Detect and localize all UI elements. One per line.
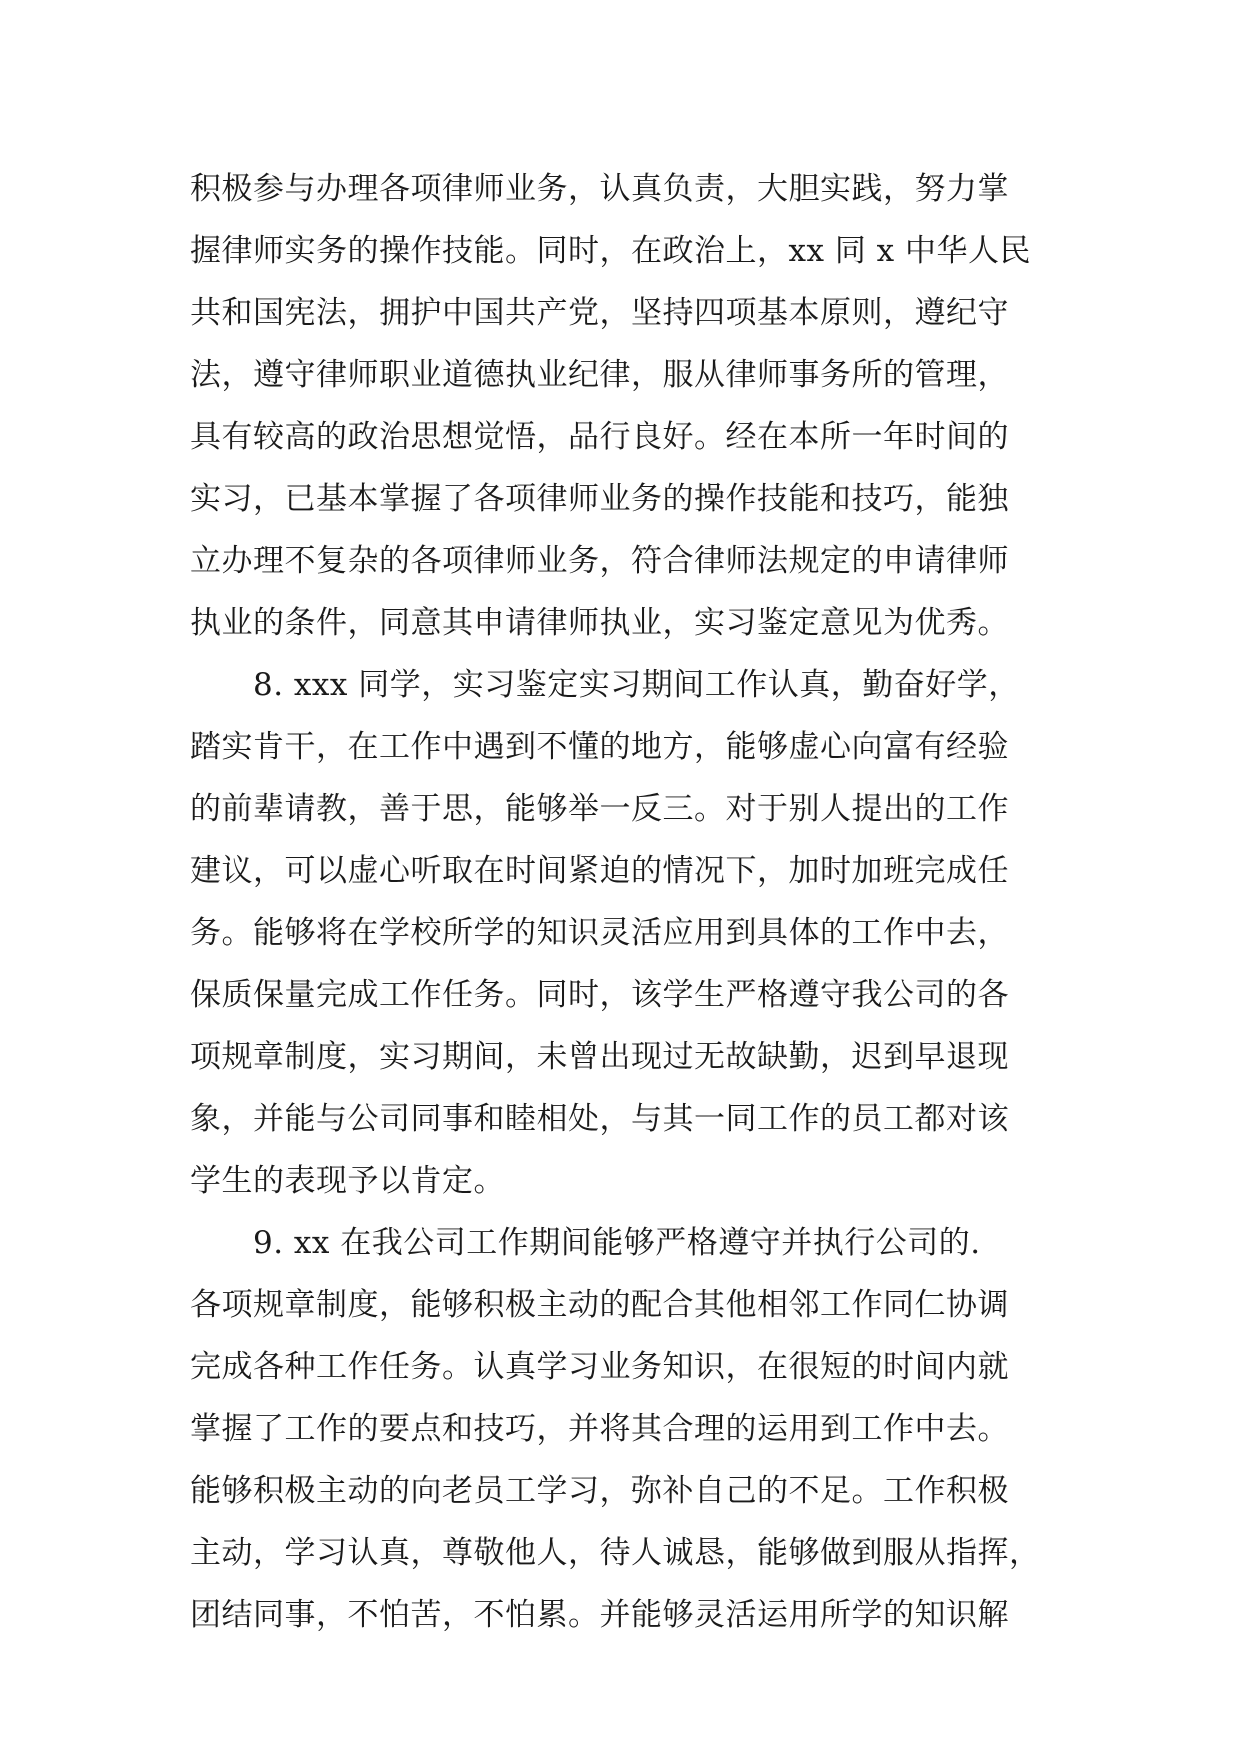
text-line: 象，并能与公司同事和睦相处，与其一同工作的员工都对该: [190, 1101, 1009, 1137]
paragraph-9-start: 9. xx 在我公司工作期间能够严格遵守并执行公司的.: [190, 1225, 981, 1261]
text-line: 能够积极主动的向老员工学习，弥补自己的不足。工作积极: [190, 1473, 1009, 1509]
text-line: 握律师实务的操作技能。同时，在政治上，xx 同 x 中华人民: [190, 233, 1032, 269]
text-line: 的前辈请教，善于思，能够举一反三。对于别人提出的工作: [190, 791, 1009, 827]
text-line: 建议，可以虚心听取在时间紧迫的情况下，加时加班完成任: [190, 853, 1009, 889]
text-line: 团结同事，不怕苦，不怕累。并能够灵活运用所学的知识解: [190, 1597, 1009, 1633]
text-line: 学生的表现予以肯定。: [190, 1163, 505, 1199]
text-line: 具有较高的政治思想觉悟，品行良好。经在本所一年时间的: [190, 419, 1009, 455]
text-line: 共和国宪法，拥护中国共产党，坚持四项基本原则，遵纪守: [190, 295, 1009, 331]
text-line: 各项规章制度，能够积极主动的配合其他相邻工作同仁协调: [190, 1287, 1009, 1323]
text-line: 务。能够将在学校所学的知识灵活应用到具体的工作中去，: [190, 915, 1009, 951]
body-text: [190, 158, 1070, 1646]
text-line: 保质保量完成工作任务。同时，该学生严格遵守我公司的各: [190, 977, 1009, 1013]
text-line: 法，遵守律师职业道德执业纪律，服从律师事务所的管理，: [190, 357, 1009, 393]
text-line: 立办理不复杂的各项律师业务，符合律师法规定的申请律师: [190, 543, 1009, 579]
text-line: 积极参与办理各项律师业务，认真负责，大胆实践，努力掌: [190, 171, 1009, 207]
text-line: 主动，学习认真，尊敬他人，待人诚恳，能够做到服从指挥，: [190, 1535, 1041, 1571]
paragraph-8-start: 8. xxx 同学，实习鉴定实习期间工作认真，勤奋好学，: [190, 667, 1020, 703]
text-line: 执业的条件，同意其申请律师执业，实习鉴定意见为优秀。: [190, 605, 1009, 641]
text-line: 掌握了工作的要点和技巧，并将其合理的运用到工作中去。: [190, 1411, 1009, 1447]
text-line: 踏实肯干，在工作中遇到不懂的地方，能够虚心向富有经验: [190, 729, 1009, 765]
text-line: 项规章制度，实习期间，未曾出现过无故缺勤，迟到早退现: [190, 1039, 1009, 1075]
text-line: 实习，已基本掌握了各项律师业务的操作技能和技巧，能独: [190, 481, 1009, 517]
text-line: 完成各种工作任务。认真学习业务知识，在很短的时间内就: [190, 1349, 1009, 1385]
